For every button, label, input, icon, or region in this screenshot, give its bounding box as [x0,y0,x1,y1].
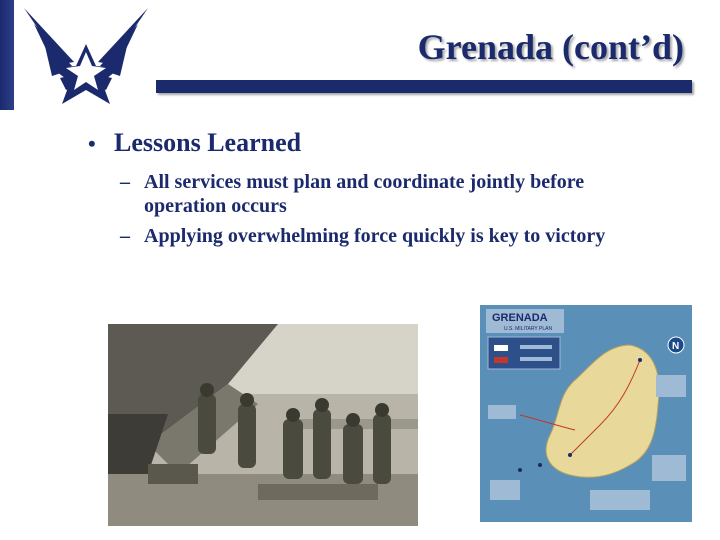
sub-bullet-item [120,170,640,218]
map-subtitle: U.S. MILITARY PLAN [504,326,553,332]
sub-bullet-item [120,224,640,248]
dash-marker: – [120,225,130,247]
dash-marker: – [120,171,130,193]
air-force-logo [22,4,150,108]
sub-bullet-text: All services must plan and coordinate jointly before operation occurs [144,171,585,217]
operation-photo [108,324,418,526]
grenada-map [480,305,692,522]
slide-title: Grenada (cont’d) [417,27,684,67]
heading-text: Lessons Learned [114,128,302,157]
compass-label: N [672,341,680,352]
bullet-dot: • [88,131,96,156]
bullet-heading [88,128,301,158]
map-title: GRENADA [492,312,548,324]
title-underline [156,80,692,93]
sub-bullet-list [120,170,640,254]
sub-bullet-text: Applying overwhelming force quickly is key to victory [144,225,606,247]
sidebar-band [0,0,14,110]
